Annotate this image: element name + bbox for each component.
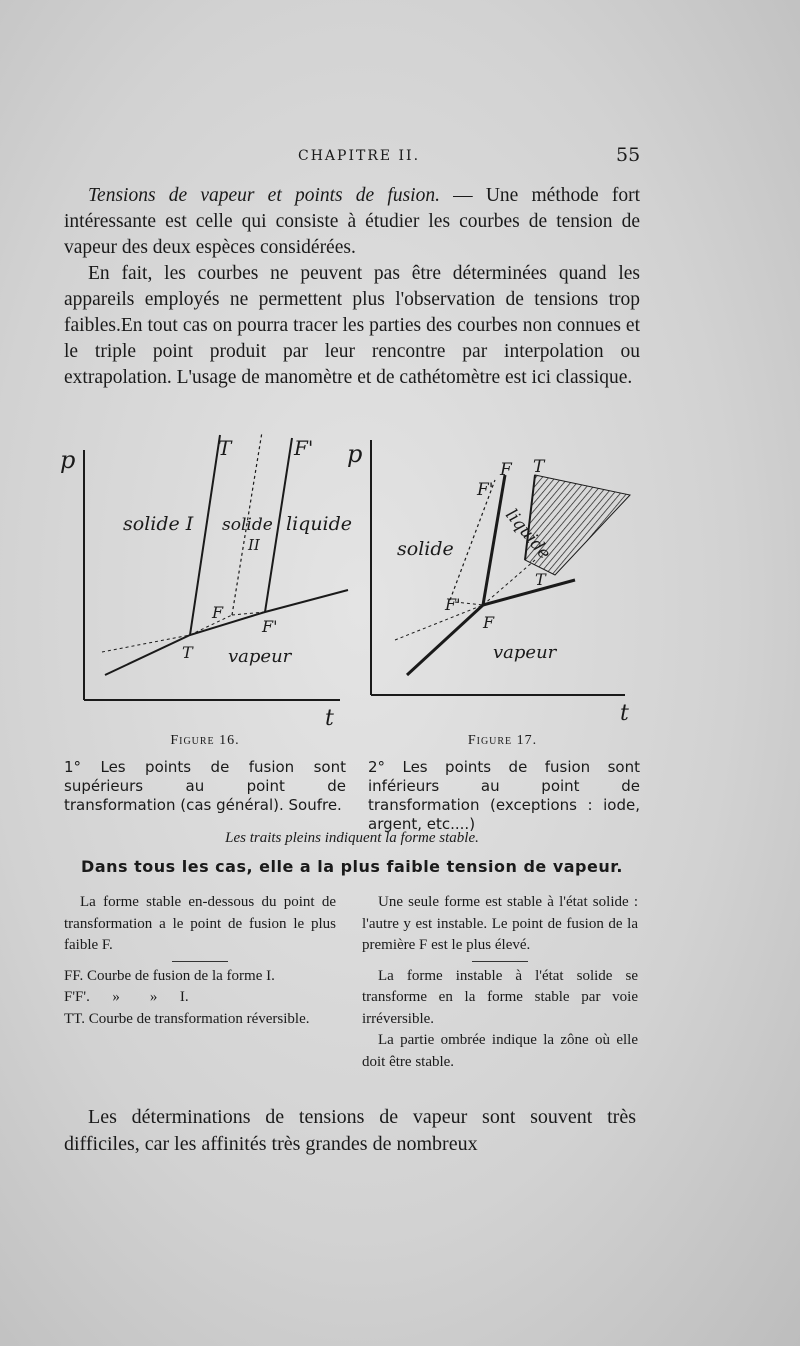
right-column	[362, 892, 638, 1073]
fig17-label-p: p	[347, 440, 363, 468]
fig16-label-F2: F'	[262, 617, 278, 636]
fig17-label-F-low: F	[483, 613, 495, 632]
fig17-label-liquide: liquide	[501, 505, 555, 564]
right-col-divider	[472, 961, 528, 962]
right-col-paragraph-1: Une seule forme est stable à l'état solide : l'autre y est instable. Le point de fusion de la première F est le plus élevé.	[362, 894, 638, 953]
left-col-line-1: FF. Courbe de fusion de la forme I.	[64, 967, 275, 984]
running-header	[60, 142, 660, 172]
fig16-label-II: II	[248, 536, 260, 554]
fig16-label-p: p	[60, 446, 76, 474]
fig17-label-t: t	[620, 701, 629, 726]
fig16-label-liquide: liquide	[286, 513, 353, 535]
figure-16-title: Figure 16.	[170, 733, 240, 748]
fig17-label-T-mid: T	[535, 570, 546, 589]
summary-bold: Dans tous les cas, elle a la plus faible tension de vapeur.	[81, 857, 623, 876]
figure-16-caption: 1° Les points de fusion sont supérieurs au point de transformation (cas général). Soufre.	[64, 758, 346, 814]
intro-text	[64, 183, 640, 391]
fig17-label-vapeur: vapeur	[493, 642, 557, 663]
figure-16-diagram	[50, 420, 363, 731]
final-paragraph: Les déterminations de tensions de vapeur sont souvent très difficiles, car les affinités très grandes de nombreux	[64, 1106, 636, 1155]
figure-16-svg	[50, 420, 363, 731]
fig17-label-F-top1: F'	[477, 480, 494, 500]
page-number: 55	[616, 144, 641, 166]
left-col-line-2: F'F'. » » I.	[64, 989, 189, 1005]
fig16-label-T-top: T	[218, 436, 232, 460]
fig17-label-T-top: T	[533, 457, 545, 477]
figure-17-caption: 2° Les points de fusion sont inférieurs au point de transformation (exceptions : iode, argent, etc....)	[368, 758, 640, 833]
right-col-paragraph-2: La forme instable à l'état solide se transforme en la forme stable par voie irréversible.	[362, 967, 638, 1027]
chapter-title: CHAPITRE II.	[298, 148, 421, 164]
figure-17-svg	[347, 420, 645, 726]
fig16-label-solide2: solide	[222, 515, 273, 535]
left-col-paragraph: La forme stable en-dessous du point de transformation a le point de fusion le plus faible F.	[64, 894, 336, 953]
section-title: Tensions de vapeur et points de fusion.	[88, 185, 440, 206]
fig16-label-solide1: solide I	[123, 513, 194, 535]
left-col-line-3: TT. Courbe de transformation réversible.	[64, 1010, 310, 1027]
stable-note: Les traits pleins indiquent la forme stable.	[225, 830, 479, 846]
fig16-label-F-top: F'	[294, 436, 314, 460]
intro-paragraph-1: Tensions de vapeur et points de fusion. — Une méthode fort intéressante est celle qui consiste à étudier les courbes de tension de vapeur des deux espèces considérées.	[64, 185, 640, 258]
fig16-label-T-bottom: T	[182, 643, 193, 662]
fig16-label-t: t	[325, 706, 334, 731]
figure-17-diagram	[347, 420, 645, 726]
fig17-label-solide: solide	[397, 538, 454, 560]
fig17-label-F-top2: F	[500, 460, 512, 480]
left-col-divider	[172, 961, 228, 962]
intro-paragraph-2: En fait, les courbes ne peuvent pas être déterminées quand les appareils employés ne permettent plus l'observation de tensions trop faibles.En tout cas on pourra tracer les parties des courbes non connues et le triple point produit par leur rencontre par interpolation ou extrapolation. L'usage de manomètre et de cathétomètre est ici classique.	[64, 263, 640, 388]
right-col-paragraph-3: La partie ombrée indique la zône où elle doit être stable.	[362, 1032, 638, 1070]
fig17-label-F-mid: F'	[445, 595, 461, 614]
fig16-label-F1: F	[212, 603, 224, 622]
fig16-label-vapeur: vapeur	[228, 646, 292, 667]
left-column	[64, 892, 336, 1030]
figure-17-title: Figure 17.	[467, 733, 538, 748]
